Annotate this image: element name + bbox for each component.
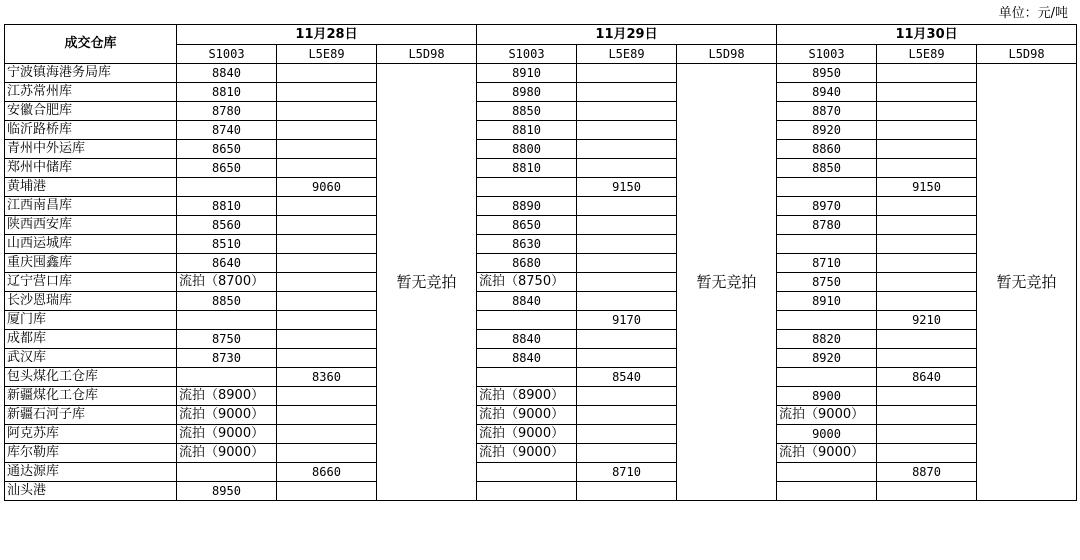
price-cell <box>877 482 977 501</box>
table-row <box>5 235 1077 254</box>
price-cell <box>477 178 577 197</box>
price-cell <box>877 159 977 178</box>
price-cell <box>577 216 677 235</box>
price-cell <box>477 368 577 387</box>
price-cell: 8900 <box>777 387 877 406</box>
table-row <box>5 254 1077 273</box>
table-row <box>5 140 1077 159</box>
price-cell: 9000 <box>777 425 877 444</box>
price-cell <box>777 235 877 254</box>
price-cell: 8840 <box>177 64 277 83</box>
price-cell <box>577 406 677 425</box>
price-cell <box>277 330 377 349</box>
price-cell <box>277 311 377 330</box>
price-cell: 8970 <box>777 197 877 216</box>
price-cell: 流拍（9000） <box>477 444 577 463</box>
price-cell: 8560 <box>177 216 277 235</box>
price-cell: 9150 <box>877 178 977 197</box>
price-cell <box>477 311 577 330</box>
price-cell: 8780 <box>177 102 277 121</box>
price-cell <box>777 311 877 330</box>
warehouse-name: 包头煤化工仓库 <box>5 368 177 387</box>
price-cell <box>277 292 377 311</box>
price-cell <box>877 425 977 444</box>
price-cell <box>877 102 977 121</box>
price-cell: 9150 <box>577 178 677 197</box>
warehouse-name: 阿克苏库 <box>5 425 177 444</box>
warehouse-name: 临沂路桥库 <box>5 121 177 140</box>
grade-header: L5D98 <box>677 45 777 64</box>
price-cell <box>877 292 977 311</box>
warehouse-name: 江西南昌库 <box>5 197 177 216</box>
grade-header: L5E89 <box>577 45 677 64</box>
table-row <box>5 178 1077 197</box>
unit-label: 单位：元/吨 <box>998 6 1068 21</box>
price-cell <box>877 140 977 159</box>
warehouse-name: 库尔勒库 <box>5 444 177 463</box>
warehouse-header: 成交仓库 <box>5 25 177 64</box>
table-body <box>5 64 1077 501</box>
price-cell: 8850 <box>177 292 277 311</box>
price-cell: 8750 <box>777 273 877 292</box>
price-cell: 8840 <box>477 330 577 349</box>
warehouse-name: 宁波镇海港务局库 <box>5 64 177 83</box>
price-cell: 8810 <box>177 197 277 216</box>
table-row <box>5 64 1077 83</box>
table-row <box>5 406 1077 425</box>
price-cell <box>577 64 677 83</box>
price-cell: 8950 <box>777 64 877 83</box>
price-cell: 8780 <box>777 216 877 235</box>
price-cell <box>777 463 877 482</box>
price-cell <box>277 102 377 121</box>
price-cell: 8950 <box>177 482 277 501</box>
price-cell: 8920 <box>777 349 877 368</box>
warehouse-name: 新疆煤化工仓库 <box>5 387 177 406</box>
price-cell: 8910 <box>777 292 877 311</box>
price-cell <box>277 425 377 444</box>
table-row <box>5 482 1077 501</box>
price-cell <box>877 444 977 463</box>
price-cell <box>277 121 377 140</box>
date-header: 11月28日 <box>177 25 477 45</box>
table-row <box>5 444 1077 463</box>
table-row <box>5 159 1077 178</box>
header-row-dates <box>5 25 1077 45</box>
price-cell <box>577 140 677 159</box>
table-row <box>5 349 1077 368</box>
table-row <box>5 273 1077 292</box>
price-cell: 流拍（8900） <box>177 387 277 406</box>
price-cell <box>277 140 377 159</box>
price-cell: 8840 <box>477 292 577 311</box>
price-cell: 流拍（9000） <box>777 406 877 425</box>
price-cell <box>577 197 677 216</box>
price-cell <box>877 349 977 368</box>
price-cell <box>877 235 977 254</box>
price-cell <box>277 482 377 501</box>
warehouse-name: 郑州中储库 <box>5 159 177 178</box>
price-cell: 8870 <box>777 102 877 121</box>
price-cell: 8540 <box>577 368 677 387</box>
price-cell <box>277 254 377 273</box>
price-cell <box>577 273 677 292</box>
price-cell: 8940 <box>777 83 877 102</box>
price-cell <box>877 197 977 216</box>
price-cell: 8980 <box>477 83 577 102</box>
price-cell <box>877 387 977 406</box>
price-cell <box>477 482 577 501</box>
price-cell: 8920 <box>777 121 877 140</box>
price-cell: 8840 <box>477 349 577 368</box>
warehouse-name: 江苏常州库 <box>5 83 177 102</box>
warehouse-name: 长沙恩瑞库 <box>5 292 177 311</box>
price-cell <box>577 425 677 444</box>
price-cell <box>477 463 577 482</box>
price-cell: 8650 <box>177 159 277 178</box>
table-row <box>5 197 1077 216</box>
price-cell <box>177 178 277 197</box>
grade-header: L5E89 <box>277 45 377 64</box>
price-cell: 流拍（9000） <box>777 444 877 463</box>
price-cell: 流拍（9000） <box>177 444 277 463</box>
price-cell <box>777 178 877 197</box>
grade-header: S1003 <box>777 45 877 64</box>
price-cell <box>877 64 977 83</box>
price-cell <box>577 330 677 349</box>
warehouse-name: 新疆石河子库 <box>5 406 177 425</box>
price-cell <box>277 273 377 292</box>
price-cell <box>277 197 377 216</box>
price-cell: 8860 <box>777 140 877 159</box>
price-cell: 流拍（9000） <box>177 425 277 444</box>
price-cell <box>577 444 677 463</box>
price-cell <box>277 159 377 178</box>
no-auction-cell: 暂无竞拍 <box>377 64 477 501</box>
warehouse-name: 厦门库 <box>5 311 177 330</box>
price-cell <box>577 254 677 273</box>
table-row <box>5 121 1077 140</box>
price-cell: 流拍（9000） <box>177 406 277 425</box>
grade-header: L5D98 <box>977 45 1077 64</box>
price-cell <box>577 102 677 121</box>
price-cell: 8810 <box>477 121 577 140</box>
price-cell: 8810 <box>177 83 277 102</box>
warehouse-name: 山西运城库 <box>5 235 177 254</box>
table-row <box>5 83 1077 102</box>
warehouse-name: 武汉库 <box>5 349 177 368</box>
price-cell: 9170 <box>577 311 677 330</box>
price-cell: 8630 <box>477 235 577 254</box>
price-cell: 8650 <box>477 216 577 235</box>
price-cell <box>577 292 677 311</box>
price-cell: 8910 <box>477 64 577 83</box>
table-row <box>5 216 1077 235</box>
price-cell: 8890 <box>477 197 577 216</box>
price-cell <box>877 83 977 102</box>
table-row <box>5 463 1077 482</box>
table-row <box>5 311 1077 330</box>
price-cell <box>177 311 277 330</box>
price-cell <box>877 121 977 140</box>
table-row <box>5 330 1077 349</box>
no-auction-cell: 暂无竞拍 <box>677 64 777 501</box>
price-cell: 8750 <box>177 330 277 349</box>
price-cell <box>277 406 377 425</box>
warehouse-name: 辽宁营口库 <box>5 273 177 292</box>
warehouse-name: 汕头港 <box>5 482 177 501</box>
table-row <box>5 425 1077 444</box>
grade-header: S1003 <box>177 45 277 64</box>
price-cell: 8650 <box>177 140 277 159</box>
price-cell: 8740 <box>177 121 277 140</box>
price-cell: 流拍（9000） <box>477 406 577 425</box>
price-cell <box>877 254 977 273</box>
price-cell <box>277 235 377 254</box>
price-cell <box>277 444 377 463</box>
price-cell <box>877 330 977 349</box>
grade-header: S1003 <box>477 45 577 64</box>
price-cell <box>177 463 277 482</box>
grade-header: L5E89 <box>877 45 977 64</box>
price-cell: 8640 <box>177 254 277 273</box>
price-cell <box>877 406 977 425</box>
warehouse-name: 重庆囤鑫库 <box>5 254 177 273</box>
price-cell <box>277 64 377 83</box>
price-cell <box>277 387 377 406</box>
price-cell: 流拍（8750） <box>477 273 577 292</box>
price-cell <box>877 216 977 235</box>
warehouse-name: 通达源库 <box>5 463 177 482</box>
price-cell: 8820 <box>777 330 877 349</box>
warehouse-name: 成都库 <box>5 330 177 349</box>
price-cell <box>277 349 377 368</box>
date-header: 11月30日 <box>777 25 1077 45</box>
price-cell: 8730 <box>177 349 277 368</box>
price-cell <box>777 482 877 501</box>
price-cell: 8710 <box>577 463 677 482</box>
table-row <box>5 368 1077 387</box>
grade-header: L5D98 <box>377 45 477 64</box>
auction-price-table <box>4 24 1077 501</box>
price-cell: 8870 <box>877 463 977 482</box>
warehouse-name: 黄埔港 <box>5 178 177 197</box>
price-cell: 9210 <box>877 311 977 330</box>
price-cell: 8710 <box>777 254 877 273</box>
price-cell <box>577 235 677 254</box>
price-cell: 8360 <box>277 368 377 387</box>
price-cell <box>577 387 677 406</box>
table-row <box>5 102 1077 121</box>
price-cell: 8850 <box>477 102 577 121</box>
price-cell <box>777 368 877 387</box>
price-cell: 8510 <box>177 235 277 254</box>
price-cell: 9060 <box>277 178 377 197</box>
price-cell <box>577 159 677 178</box>
price-cell: 8660 <box>277 463 377 482</box>
warehouse-name: 安徽合肥库 <box>5 102 177 121</box>
price-cell: 流拍（8900） <box>477 387 577 406</box>
table-row <box>5 292 1077 311</box>
price-cell: 8800 <box>477 140 577 159</box>
date-header: 11月29日 <box>477 25 777 45</box>
table-row <box>5 387 1077 406</box>
no-auction-cell: 暂无竞拍 <box>977 64 1077 501</box>
price-cell: 8810 <box>477 159 577 178</box>
price-cell: 8640 <box>877 368 977 387</box>
price-cell: 8850 <box>777 159 877 178</box>
price-cell <box>277 216 377 235</box>
price-cell <box>577 121 677 140</box>
warehouse-name: 陕西西安库 <box>5 216 177 235</box>
price-cell <box>577 349 677 368</box>
price-cell <box>277 83 377 102</box>
price-cell <box>177 368 277 387</box>
price-cell <box>577 83 677 102</box>
price-cell <box>877 273 977 292</box>
price-cell <box>577 482 677 501</box>
price-cell: 流拍（9000） <box>477 425 577 444</box>
warehouse-name: 青州中外运库 <box>5 140 177 159</box>
price-cell: 8680 <box>477 254 577 273</box>
price-cell: 流拍（8700） <box>177 273 277 292</box>
